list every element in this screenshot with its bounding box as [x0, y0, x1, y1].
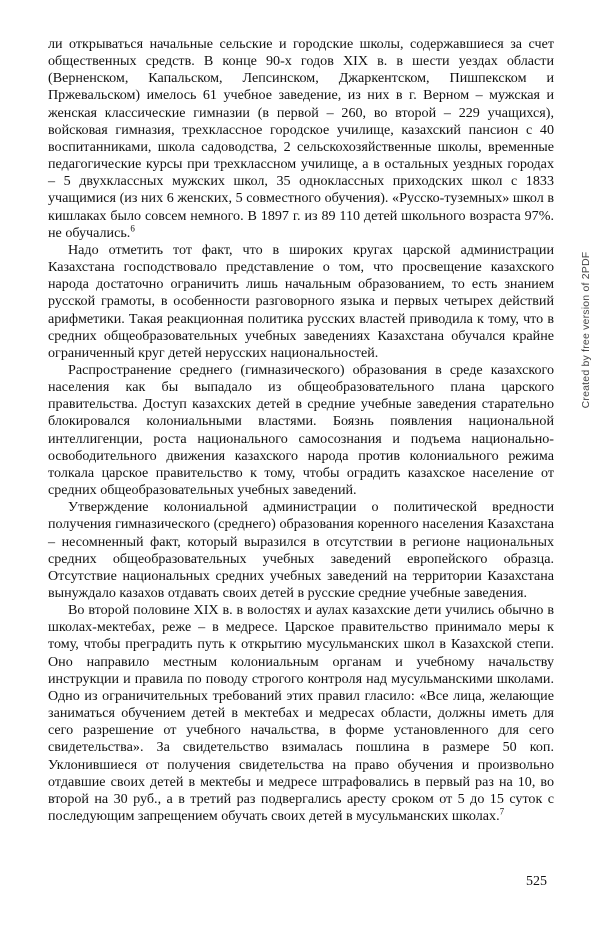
paragraph-4: [48, 499, 554, 602]
paragraph-5-text: Во второй половине XIX в. в волостях и аулах казахские дети учились обычно в школах-мектебах, реже – в медресе. Царское правительство принимало меры к тому, чтобы преградить путь к открытию мусульманских школ в Казахской степи. Оно направило местным колониальным органам и учебному начальству инструкции и правила по поводу строгого контроля над мусульманскими школами. Одно из ограничительных требований этих правил гласило: «Все лица, желающие заниматься обучением детей в мектебах и медресах области, должны иметь для сего разрешение от учебного начальства, в форме установленного для сего свидетельства». За свидетельство взималась пошлина в размере 50 коп. Уклонившиеся от получения свидетельства на право обучения и произвольно отдавшие своих детей в мектебы и медресе штрафовались в первый раз на 10, во второй на 30 руб., а в третий раз подвергались аресту сроком от 5 до 15 суток с последующим запрещением обучать своих детей в мусульманских школах.: [48, 602, 554, 825]
paragraph-4-text: Утверждение колониальной администрации о политической вредности получения гимназического (среднего) образования коренного населения Казахстана – несомненный факт, который выразился в отсутствии в регионе национальных средних общеобразовательных учебных заведений европейского образца. Отсутствие национальных средних учебных заведений на территории Казахстана вынуждало казахов отдавать своих детей в русские средние учебные заведения.: [48, 499, 554, 601]
paragraph-3: [48, 362, 554, 499]
footnote-marker-7: 7: [499, 806, 505, 817]
paragraph-1: [48, 36, 554, 242]
paragraph-1-text: ли открываться начальные сельские и городские школы, содержавшиеся за счет общественных средств. В конце 90-х годов XIX в. в шести уездах области (Верненском, Капальском, Лепсинском, Джаркентском, Пишпекском и Пржевальском) имелось 61 учебное заведение, из них в г. Верном – мужская и женская классические гимназии (в первой – 260, во второй – 229 учащихся), войсковая гимназия, трехклассное городское училище, казахский пансион с 40 воспитанниками, школа садоводства, 2 сельскохозяйственные школы, временные педагогические курсы при трехклассном училище, а в остальных уездных городах – 5 двухклассных мужских школ, 35 одноклассных приходских школ с 1833 учащимися (из них 6 женских, 5 совместного обучения). «Русско-туземных» школ в кишлаках было совсем немного. В 1897 г. из 89 110 детей школьного возраста 97%. не обучались.: [48, 36, 554, 241]
paragraph-2: [48, 242, 554, 362]
watermark-text: Created by free version of 2PDF: [580, 251, 592, 409]
footnote-marker-6: 6: [130, 223, 135, 234]
paragraph-2-text: Надо отметить тот факт, что в широких кругах царской администрации Казахстана господствовало представление о том, что просвещение казахского народа достаточно ограничить лишь начальным образованием, то есть знанием русской грамоты, в особенности разговорного языка и первых четырех действий арифметики. Такая реакционная политика русских властей приводила к тому, что в средних общеобразовательных учебных заведениях Казахстана обучался крайне ограниченный круг детей нерусских национальностей.: [48, 241, 554, 361]
page-body: [48, 36, 554, 825]
paragraph-3-text: Распространение среднего (гимназического) образования в среде казахского населения как бы выпадало из общеобразовательного плана царского правительства. Доступ казахских детей в средние учебные заведения старательно блокировался колониальными властями. Боязнь появления национальной интеллигенции, роста национального самосознания и подъема национально-освободительного движения казахского народа против колониального режима толкала царское правительство к тому, чтобы оградить казахское население от средних общеобразовательных учебных заведений.: [48, 361, 554, 499]
page-number: 525: [526, 874, 547, 889]
paragraph-5: [48, 602, 554, 825]
